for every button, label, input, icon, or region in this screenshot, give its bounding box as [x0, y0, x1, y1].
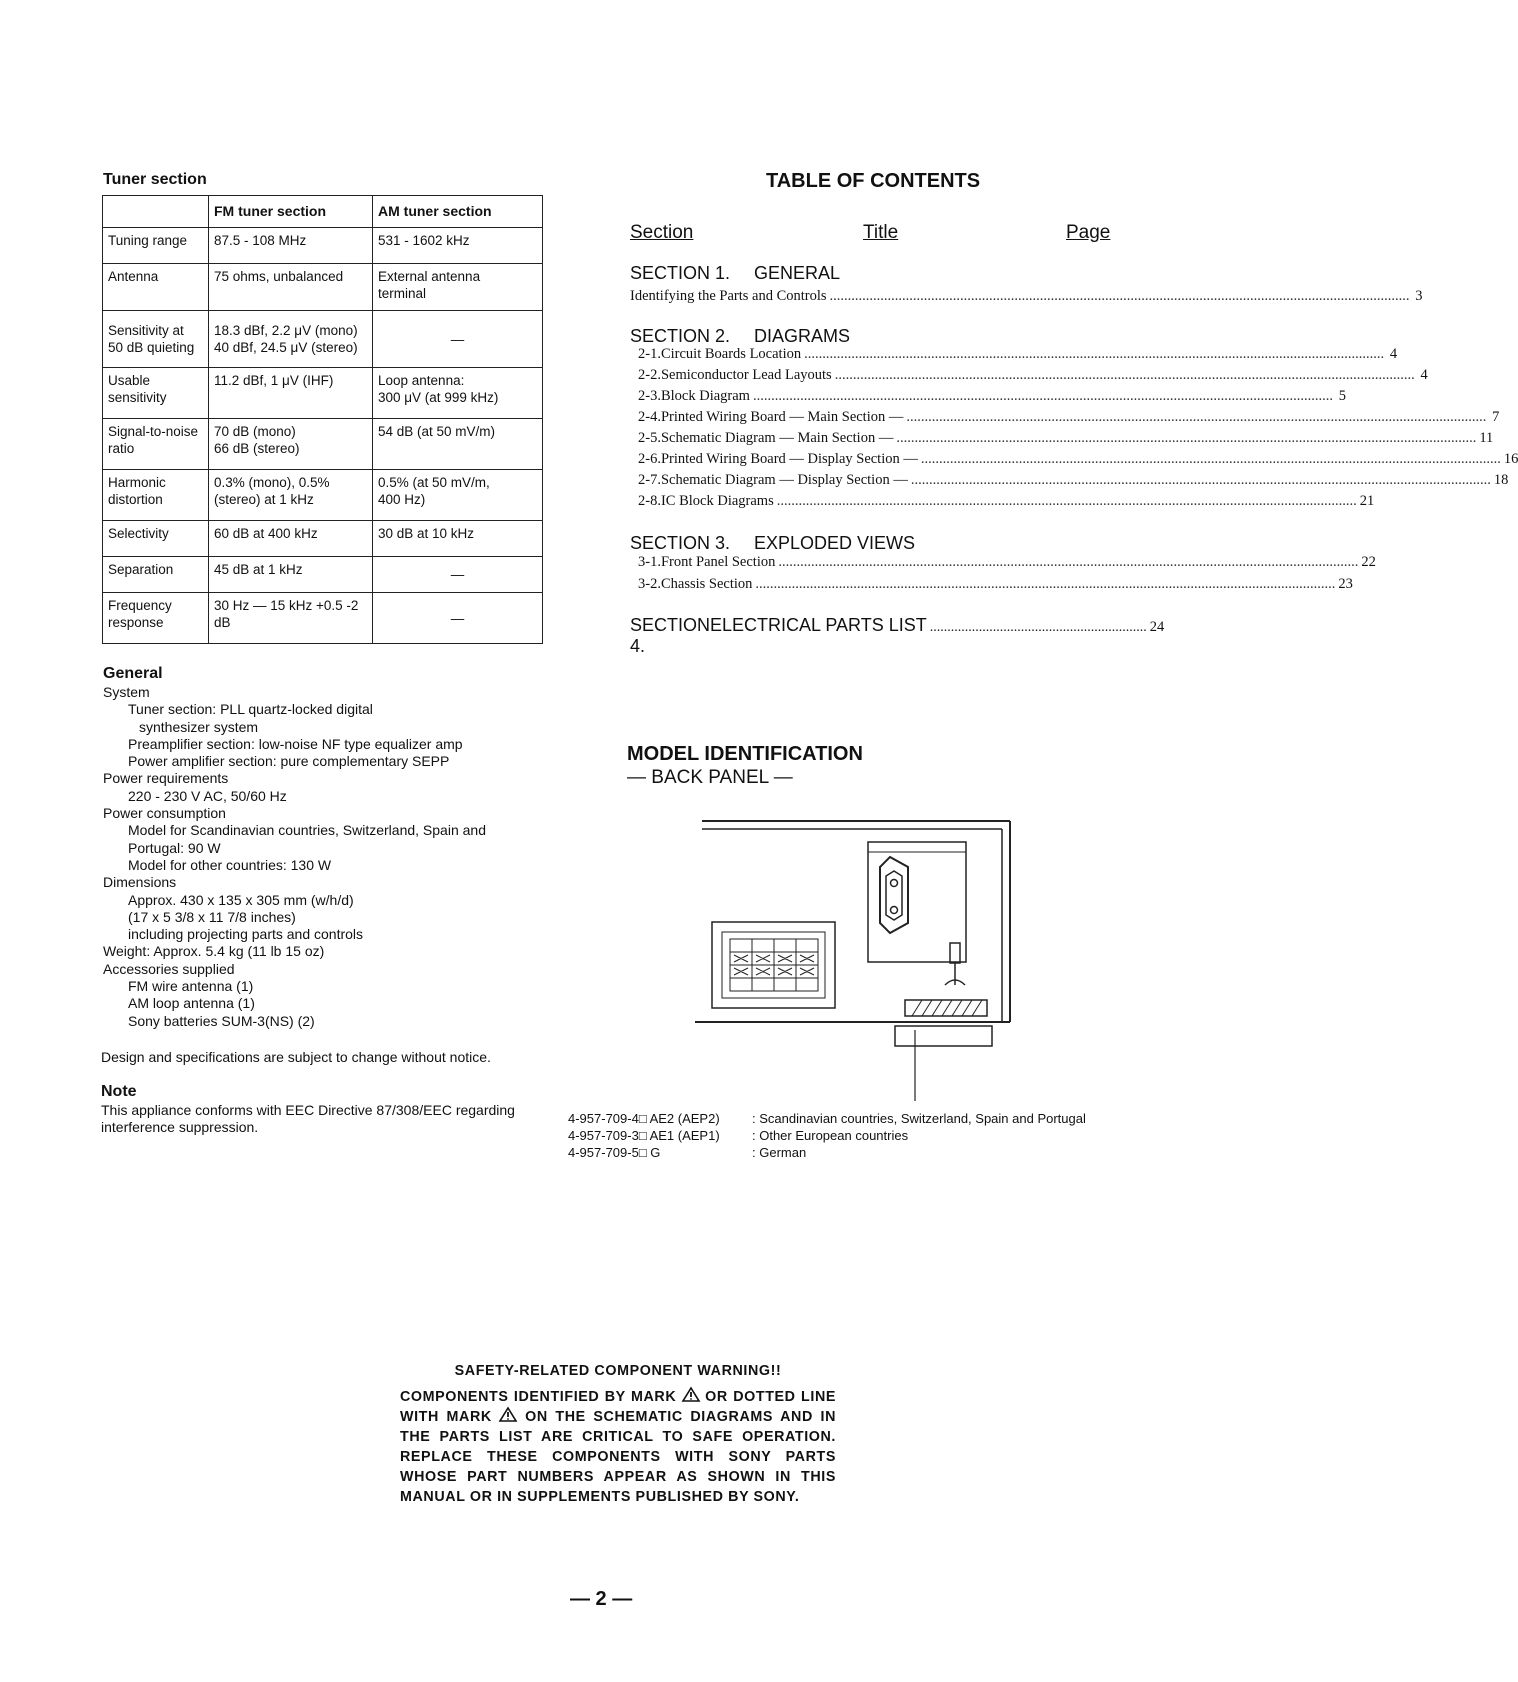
toc-section-number: SECTION 4. — [630, 615, 711, 656]
toc-entry[interactable] — [638, 554, 1376, 571]
toc-leader-dots: .............................................................. — [929, 620, 1147, 635]
note-section — [101, 1082, 541, 1136]
voltage-switch-icon — [945, 943, 965, 985]
fm-value-cell: 87.5 - 108 MHz — [209, 228, 373, 264]
toc-entry[interactable] — [638, 576, 1353, 593]
toc-page: 3 — [1415, 288, 1423, 304]
toc-leader-dots — [921, 451, 1501, 468]
general-line: AM loop antenna (1) — [128, 995, 255, 1012]
warning-title: SAFETY-RELATED COMPONENT WARNING!! — [454, 1363, 782, 1379]
toc-entry-number: 2-7. — [638, 472, 661, 488]
toc-entry-title: Block Diagram — [660, 388, 750, 404]
ac-socket-plate — [868, 842, 966, 962]
table-row — [103, 311, 543, 368]
toc-entry-number: 2-8. — [638, 493, 661, 509]
table-row — [103, 593, 543, 644]
toc-entry[interactable] — [638, 409, 1500, 426]
general-line: Accessories supplied — [103, 960, 235, 977]
general-section — [103, 664, 553, 1030]
table-row — [103, 228, 543, 264]
toc-leader-dots — [755, 576, 1335, 593]
toc-section-name: EXPLODED VIEWS — [754, 533, 916, 553]
toc-section-name: ELECTRICAL PARTS LIST — [710, 615, 927, 635]
toc-entry-number: 2-5. — [638, 430, 661, 446]
toc-leader-dots — [778, 554, 1358, 571]
model-description: : Other European countries — [752, 1128, 909, 1143]
am-value-cell: 0.5% (at 50 mV/m, 400 Hz) — [373, 470, 543, 521]
toc-section-number: SECTION 1. — [630, 263, 731, 283]
model-part-number: 4-957-709-4□ AE2 (AEP2) — [568, 1111, 720, 1126]
warning-text-3: ON THE SCHEMATIC DIAGRAMS AND IN THE PARTS LIST ARE CRITICAL TO SAFE OPERATION. REPLACE THESE COMPONENTS WITH SONY PARTS WHOSE PART NUMBERS APPEAR AS SHOWN IN THIS MANUAL OR IN SUPPLEMENTS PUBLISHED BY SONY. — [400, 1409, 837, 1505]
toc-section-heading[interactable] — [630, 533, 915, 554]
toc-entry-title: Schematic Diagram — Main Section — — [660, 430, 894, 446]
model-description: : Scandinavian countries, Switzerland, Spain and Portugal — [752, 1111, 1086, 1126]
spec-label-cell: Sensitivity at 50 dB quieting — [103, 311, 209, 368]
general-line: Power amplifier section: pure complementary SEPP — [128, 753, 450, 770]
toc-leader-dots — [911, 472, 1491, 489]
toc-column-title: Title — [863, 222, 899, 243]
warning-text-1: COMPONENTS IDENTIFIED BY MARK — [400, 1389, 677, 1405]
am-value-cell: 54 dB (at 50 mV/m) — [373, 419, 543, 470]
general-line: System — [103, 684, 150, 700]
general-line: synthesizer system — [139, 718, 259, 735]
toc-page: 4 — [1420, 367, 1428, 383]
table-header-row — [103, 196, 543, 228]
general-line: FM wire antenna (1) — [128, 978, 254, 995]
toc-entry[interactable] — [638, 367, 1428, 384]
am-value-cell: External antenna terminal — [373, 264, 543, 311]
toc-entry[interactable] — [638, 430, 1494, 447]
table-row — [103, 470, 543, 521]
toc-leader-dots — [777, 493, 1357, 510]
note-heading: Note — [101, 1083, 137, 1100]
back-panel-diagram — [690, 815, 1020, 1105]
toc-entry[interactable] — [638, 451, 1518, 468]
toc-leader-dots — [835, 367, 1415, 384]
general-line: 220 - 230 V AC, 50/60 Hz — [128, 787, 287, 804]
fm-value-cell: 11.2 dBf, 1 μV (IHF) — [209, 368, 373, 419]
toc-title: TABLE OF CONTENTS — [766, 170, 981, 192]
general-line: Preamplifier section: low-noise NF type equalizer amp — [128, 735, 463, 752]
toc-entry-title: Chassis Section — [660, 576, 753, 592]
fm-value-cell: 0.3% (mono), 0.5% (stereo) at 1 kHz — [209, 470, 373, 521]
table-row — [103, 557, 543, 593]
model-row — [568, 1144, 1086, 1161]
general-line: Model for other countries: 130 W — [128, 856, 332, 873]
toc-entry-title: Schematic Diagram — Display Section — — [660, 472, 908, 488]
toc-entry-number: 3-1. — [638, 554, 661, 570]
toc-entry-number: 2-6. — [638, 451, 661, 467]
spec-label-cell: Selectivity — [103, 521, 209, 557]
toc-section-name: GENERAL — [754, 263, 841, 283]
safety-warning — [400, 1363, 836, 1507]
table-row — [103, 368, 543, 419]
caution-triangle-icon — [499, 1407, 517, 1422]
toc-entry-number: 2-4. — [638, 409, 661, 425]
caution-triangle-icon — [682, 1387, 700, 1402]
general-line: Tuner section: PLL quartz-locked digital — [128, 701, 373, 718]
table-header-cell: AM tuner section — [373, 196, 543, 228]
ac-outlet-icon — [880, 857, 908, 933]
spec-label-cell: Frequency response — [103, 593, 209, 644]
fm-value-cell: 75 ohms, unbalanced — [209, 264, 373, 311]
general-line: Approx. 430 x 135 x 305 mm (w/h/d) — [128, 891, 354, 908]
tuner-spec-table — [102, 195, 543, 644]
table-header-cell: FM tuner section — [209, 196, 373, 228]
toc-page: 22 — [1361, 554, 1376, 570]
general-line: Weight: Approx. 5.4 kg (11 lb 15 oz) — [103, 943, 325, 960]
warning-text-2: OR DOTTED LINE WITH MARK — [400, 1389, 836, 1425]
toc-page: 21 — [1359, 493, 1375, 509]
toc-leader-dots — [753, 388, 1333, 405]
model-row — [568, 1110, 1086, 1127]
toc-entry-title: Semiconductor Lead Layouts — [660, 367, 832, 383]
warning-body — [400, 1387, 836, 1507]
foot-icon — [895, 1026, 992, 1046]
am-value-cell: — — [373, 557, 543, 593]
am-value-cell: — — [373, 311, 543, 368]
model-row — [568, 1127, 1086, 1144]
spec-label-cell: Signal-to-noise ratio — [103, 419, 209, 470]
toc-column-page: Page — [1066, 222, 1111, 243]
model-list — [568, 1110, 1086, 1161]
toc-leader-dots — [896, 430, 1476, 447]
am-value-cell: 531 - 1602 kHz — [373, 228, 543, 264]
fm-value-cell: 18.3 dBf, 2.2 μV (mono) 40 dBf, 24.5 μV (stereo) — [209, 311, 373, 368]
model-part-number: 4-957-709-5□ G — [568, 1145, 661, 1160]
spec-label-cell: Antenna — [103, 264, 209, 311]
toc-entry-number: 2-2. — [638, 367, 661, 383]
toc-leader-dots — [804, 346, 1384, 363]
toc-page: 18 — [1493, 472, 1509, 488]
tuner-section-heading: Tuner section — [103, 171, 207, 188]
toc-section-number: SECTION 2. — [630, 326, 731, 346]
am-value-cell: Loop antenna: 300 μV (at 999 kHz) — [373, 368, 543, 419]
am-value-cell: — — [373, 593, 543, 644]
fm-value-cell: 70 dB (mono) 66 dB (stereo) — [209, 419, 373, 470]
general-line: Dimensions — [103, 874, 177, 891]
toc-section-heading[interactable] — [630, 615, 1165, 657]
toc-section-number: SECTION 3. — [630, 533, 731, 553]
toc-section-name: DIAGRAMS — [754, 326, 851, 346]
toc-entry-number: 2-3. — [638, 388, 661, 404]
toc-entry-title: Circuit Boards Location — [660, 346, 802, 362]
general-line: (17 x 5 3/8 x 11 7/8 inches) — [128, 908, 296, 925]
toc-page: 23 — [1338, 576, 1353, 592]
toc-column-section: Section — [630, 222, 694, 243]
toc-section-heading[interactable] — [630, 263, 840, 284]
toc-entry-title: IC Block Diagrams — [660, 493, 774, 509]
page-number: — 2 — — [570, 1588, 633, 1610]
table-row — [103, 521, 543, 557]
toc-entry-number: 2-1. — [638, 346, 661, 362]
model-part-number: 4-957-709-3□ AE1 (AEP1) — [568, 1128, 720, 1143]
toc-entry[interactable] — [638, 346, 1398, 363]
toc-entry[interactable] — [630, 288, 1423, 305]
toc-page: 5 — [1338, 388, 1346, 404]
am-value-cell: 30 dB at 10 kHz — [373, 521, 543, 557]
toc-page: 24 — [1149, 619, 1165, 635]
toc-leader-dots — [906, 409, 1486, 426]
design-change-note: Design and specifications are subject to change without notice. — [101, 1049, 491, 1065]
toc-page: 11 — [1479, 430, 1494, 446]
spec-label-cell: Tuning range — [103, 228, 209, 264]
fm-value-cell: 60 dB at 400 kHz — [209, 521, 373, 557]
fm-value-cell: 45 dB at 1 kHz — [209, 557, 373, 593]
toc-entry-title: Printed Wiring Board — Main Section — — [660, 409, 904, 425]
toc-entry-number: 3-2. — [638, 576, 661, 592]
spec-label-cell: Separation — [103, 557, 209, 593]
note-text: This appliance conforms with EEC Directive 87/308/EEC regarding interference suppression. — [101, 1102, 515, 1135]
general-line: Portugal: 90 W — [128, 839, 221, 856]
spec-label-cell: Usable sensitivity — [103, 368, 209, 419]
toc-entry[interactable] — [638, 493, 1375, 510]
spec-label-cell: Harmonic distortion — [103, 470, 209, 521]
toc-entry[interactable] — [638, 388, 1346, 405]
toc-entry[interactable] — [638, 472, 1509, 489]
fm-value-cell: 30 Hz — 15 kHz +0.5 -2 dB — [209, 593, 373, 644]
model-description: : German — [752, 1145, 807, 1160]
general-line: Sony batteries SUM-3(NS) (2) — [128, 1012, 315, 1029]
toc-section-heading[interactable] — [630, 326, 850, 347]
toc-entry-title: Front Panel Section — [660, 554, 776, 570]
table-header-cell — [103, 196, 209, 228]
toc-entry-title: Identifying the Parts and Controls — [630, 288, 827, 304]
model-identification-subtitle: — BACK PANEL — — [627, 767, 793, 788]
table-row — [103, 264, 543, 311]
toc-entry-title: Printed Wiring Board — Display Section — — [660, 451, 918, 467]
antenna-terminals-icon — [730, 939, 818, 991]
model-identification-title: MODEL IDENTIFICATION — [627, 743, 863, 765]
general-line: including projecting parts and controls — [128, 926, 364, 943]
toc-page: 7 — [1492, 409, 1500, 425]
toc-leader-dots — [830, 288, 1410, 305]
general-line: Power requirements — [103, 770, 229, 787]
general-line: Model for Scandinavian countries, Switzerland, Spain and — [128, 822, 486, 839]
table-row — [103, 419, 543, 470]
general-heading: General — [103, 665, 163, 682]
toc-page: 4 — [1389, 346, 1398, 362]
toc-page: 16 — [1503, 451, 1518, 467]
general-line: Power consumption — [103, 805, 226, 822]
